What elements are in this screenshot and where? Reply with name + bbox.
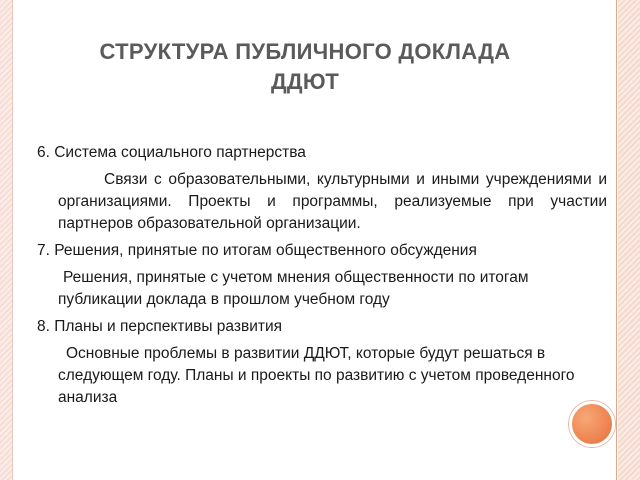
section-heading-8: 8. Планы и перспективы развития	[37, 318, 283, 335]
left-decorative-border	[0, 0, 13, 480]
slide-content	[37, 142, 607, 414]
section-text-6: Связи с образовательными, культурными и иными учреждениями и организациями. Проекты и программы, реализуемые при участии партнеров образовательной организации.	[58, 171, 607, 232]
slide-title-line1: СТРУКТУРА ПУБЛИЧНОГО ДОКЛАДА	[99, 39, 511, 64]
slide-title-line2: ДДЮТ	[270, 69, 340, 94]
section-text-8: Основные проблемы в развитии ДДЮТ, которые будут решаться в следующем году. Планы и проекты по развитию с учетом проведенного анализа	[58, 345, 575, 406]
right-decorative-border	[618, 0, 640, 480]
right-divider-line	[616, 0, 617, 480]
section-heading-7: 7. Решения, принятые по итогам общественного обсуждения	[37, 242, 477, 259]
section-text-7: Решения, принятые с учетом мнения общественности по итогам публикации доклада в прошлом учебном году	[58, 269, 529, 308]
slide-title	[20, 37, 590, 97]
section-heading-6: 6. Система социального партнерства	[37, 144, 306, 161]
